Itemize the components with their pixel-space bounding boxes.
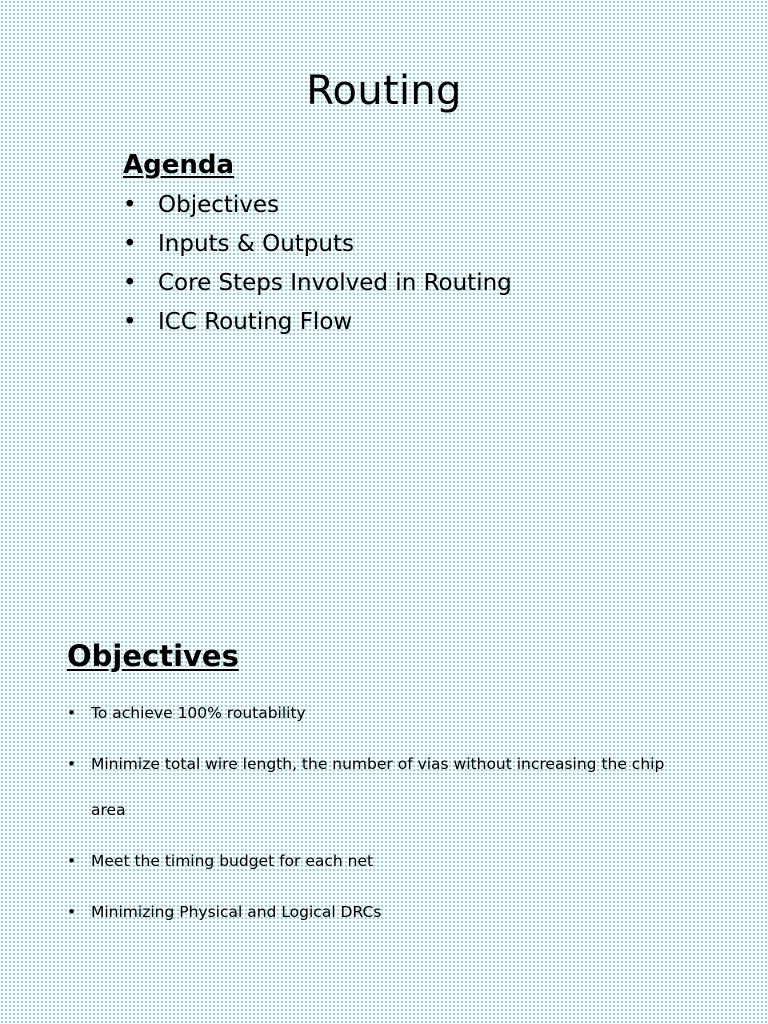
objective-item [67,889,691,935]
objective-item-label: Meet the timing budget for each net [91,852,374,870]
objective-item [67,838,691,884]
agenda-item-label: Objectives [158,192,280,218]
objectives-list [67,690,691,935]
bullet-icon: • [67,755,77,773]
agenda-item-label: Inputs & Outputs [158,231,354,257]
agenda-item [123,264,512,303]
objective-item [67,741,691,833]
agenda-heading: Agenda [123,150,235,180]
objective-item-label: Minimizing Physical and Logical DRCs [91,903,382,921]
objective-item-label: Minimize total wire length, the number of vias without increasing the chip area [91,755,665,819]
agenda-item-label: Core Steps Involved in Routing [158,270,512,296]
agenda-list [123,186,512,342]
bullet-icon: • [123,270,137,296]
bullet-icon: • [67,903,77,921]
agenda-section [123,148,512,342]
objective-item [67,690,691,736]
bullet-icon: • [67,704,77,722]
agenda-item-label: ICC Routing Flow [158,309,353,335]
objectives-heading: Objectives [67,639,239,673]
bullet-icon: • [123,231,137,257]
objectives-section [67,636,691,940]
agenda-item [123,186,512,225]
agenda-item [123,225,512,264]
page-title: Routing [306,68,462,114]
agenda-item [123,303,512,342]
bullet-icon: • [123,192,137,218]
objective-item-label: To achieve 100% routability [91,704,306,722]
bullet-icon: • [67,852,77,870]
bullet-icon: • [123,309,137,335]
